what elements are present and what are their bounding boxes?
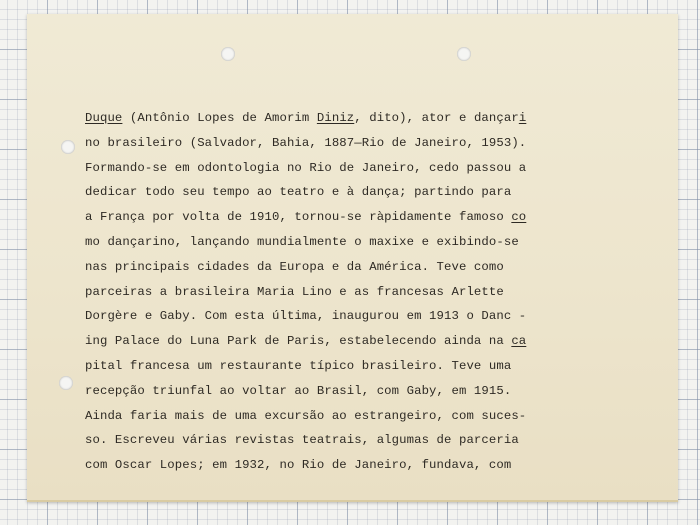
text-line: [85, 106, 645, 131]
text-line: [85, 230, 645, 255]
text-line: [85, 180, 645, 205]
text-segment: com Oscar Lopes; em 1932, no Rio de Janeiro, fundava, com: [85, 458, 512, 473]
text-segment: Ainda faria mais de uma excursão ao estrangeiro, com suces-: [85, 408, 527, 423]
text-line: [85, 428, 645, 453]
text-segment: no brasileiro (Salvador, Bahia, 1887—Rio de Janeiro, 1953).: [85, 135, 527, 150]
punch-hole: [61, 140, 75, 154]
text-segment: (Antônio Lopes de Amorim: [122, 111, 317, 125]
text-line: [85, 131, 645, 156]
typewritten-text: [85, 106, 645, 478]
text-line: [85, 354, 645, 379]
text-segment: parceiras a brasileira Maria Lino e as francesas Arlette: [85, 284, 504, 299]
text-line: [85, 304, 645, 329]
text-segment: mo dançarino, lançando mundialmente o maxixe e exibindo-se: [85, 234, 519, 249]
text-line: [85, 453, 645, 478]
punch-hole: [457, 47, 471, 61]
text-segment: , dito), ator e dançar: [354, 111, 519, 125]
typewritten-sheet: [27, 14, 678, 502]
text-line: [85, 280, 645, 305]
text-line: [85, 205, 645, 230]
text-segment: Formando-se em odontologia no Rio de Janeiro, cedo passou a: [85, 160, 527, 175]
punch-hole: [221, 47, 235, 61]
text-line: [85, 329, 645, 354]
text-segment: nas principais cidades da Europa e da América. Teve como: [85, 259, 504, 274]
punch-hole: [59, 376, 73, 390]
text-segment: recepção triunfal ao voltar ao Brasil, com Gaby, em 1915.: [85, 383, 512, 398]
underlined-text: ca: [511, 334, 527, 349]
text-line: [85, 404, 645, 429]
text-segment: so. Escreveu várias revistas teatrais, algumas de parceria: [85, 433, 519, 448]
text-line: [85, 379, 645, 404]
text-segment: ing Palace do Luna Park de Paris, estabelecendo ainda na: [85, 334, 512, 349]
underlined-text: Diniz: [316, 111, 355, 125]
text-segment: pital francesa um restaurante típico brasileiro. Teve uma: [85, 358, 512, 373]
text-line: [85, 255, 645, 280]
text-line: [85, 156, 645, 181]
underlined-text: co: [511, 210, 527, 225]
underlined-text: Duque: [85, 111, 123, 125]
text-segment: dedicar todo seu tempo ao teatro e à dança; partindo para: [85, 185, 512, 200]
text-segment: Dorgère e Gaby. Com esta última, inaugurou em 1913 o Danc -: [85, 309, 527, 324]
underlined-text: i: [518, 111, 527, 125]
text-segment: a França por volta de 1910, tornou-se ràpidamente famoso: [85, 210, 512, 225]
